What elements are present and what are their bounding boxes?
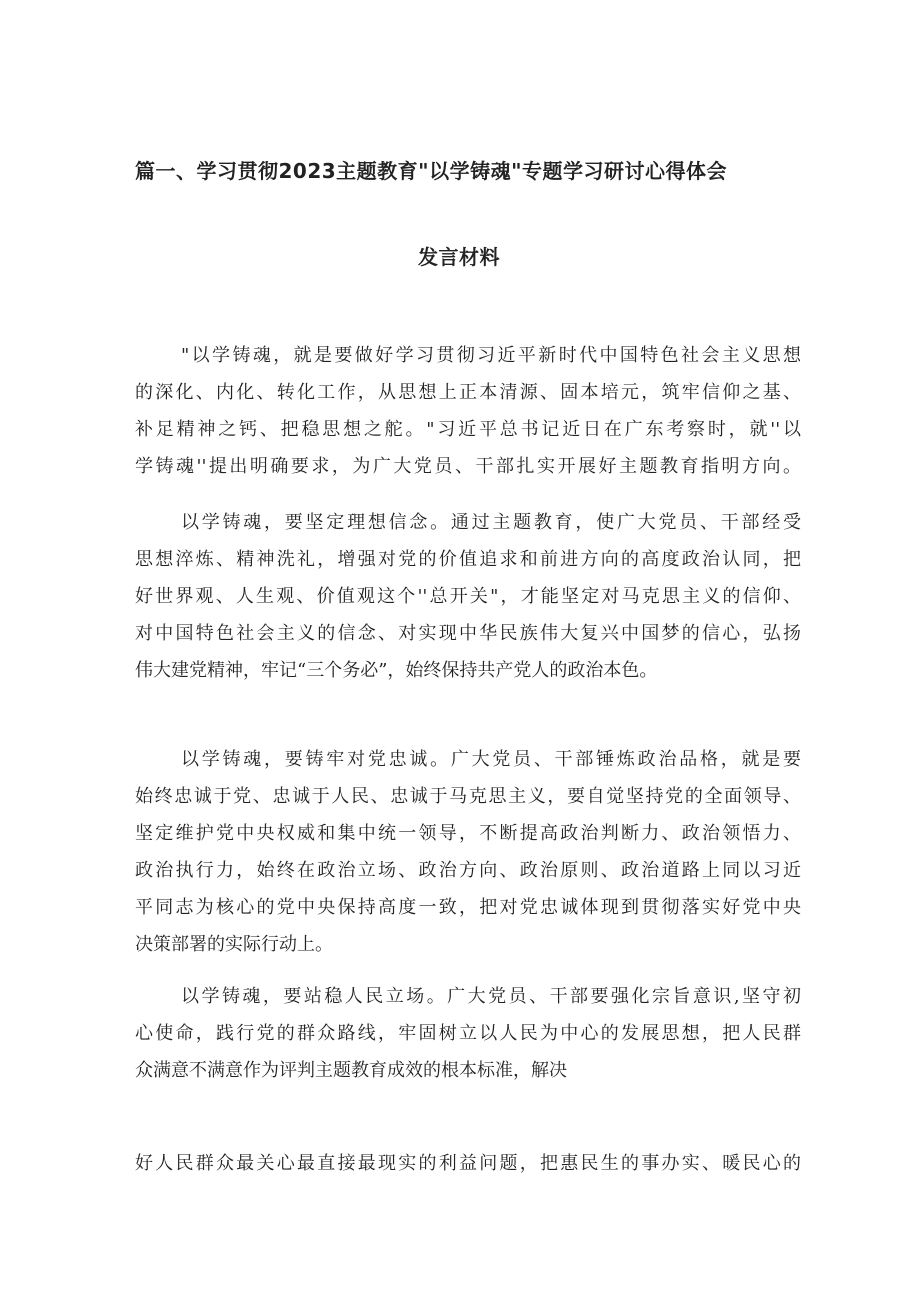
paragraph-2 [135,504,801,689]
paragraph-line: 好世界观、人生观、价值观这个''总开关"，才能坚定对马克思主义的信仰、 [135,586,801,607]
paragraph-line: 坚定维护党中央权威和集中统一领导，不断提高政治判断力、政治领悟力、 [135,823,801,844]
paragraph-line: 平同志为核心的党中央保持高度一致，把对党忠诚体现到贯彻落实好党中央 [135,897,801,918]
paragraph-line: 以学铸魂，要铸牢对党忠诚。广大党员、干部锤炼政治品格，就是要 [181,749,801,770]
paragraph-line: 始终忠诚于党、忠诚于人民、忠诚于马克思主义，要自觉坚持党的全面领导、 [135,786,801,807]
paragraph-line: 的深化、内化、转化工作，从思想上正本清源、固本培元，筑牢信仰之基、 [135,382,801,403]
paragraph-line: 学铸魂''提出明确要求，为广大党员、干部扎实开展好主题教育指明方向。 [135,456,801,477]
paragraph-3 [135,741,801,963]
paragraph-1 [135,337,801,485]
paragraph-line: "以学铸魂，就是要做好学习贯彻习近平新时代中国特色社会主义思想 [181,345,801,366]
paragraph-line: 补足精神之钙、把稳思想之舵。"习近平总书记近日在广东考察时，就''以 [135,419,801,440]
paragraph-line: 决策部署的实际行动上。 [135,934,333,955]
paragraph-line: 好人民群众最关心最直接最现实的利益问题，把惠民生的事办实、暖民心的 [135,1153,801,1174]
paragraph-line: 心使命，践行党的群众路线，牢固树立以人民为中心的发展思想，把人民群 [135,1023,801,1044]
paragraph-line: 以学铸魂，要站稳人民立场。广大党员、干部要强化宗旨意识,坚守初 [181,986,801,1007]
document-title-line-2: 发言材料 [418,245,500,269]
paragraph-4 [135,978,801,1089]
paragraph-line: 政治执行力，始终在政治立场、政治方向、政治原则、政治道路上同以习近 [135,860,801,881]
document-title-line-1: 篇一、学习贯彻2023主题教育"以学铸魂"专题学习研讨心得体会 [135,159,728,183]
paragraph-line: 对中国特色社会主义的信念、对实现中华民族伟大复兴中国梦的信心，弘扬 [135,623,801,644]
paragraph-5 [135,1145,801,1182]
paragraph-line: 思想淬炼、精神洗礼，增强对党的价值追求和前进方向的高度政治认同，把 [135,549,801,570]
paragraph-line: 众满意不满意作为评判主题教育成效的根本标准，解决 [135,1060,567,1081]
paragraph-line: 以学铸魂，要坚定理想信念。通过主题教育，使广大党员、干部经受 [181,512,801,533]
paragraph-line: 伟大建党精神，牢记“三个务必”，始终保持共产党人的政治本色。 [135,660,658,681]
